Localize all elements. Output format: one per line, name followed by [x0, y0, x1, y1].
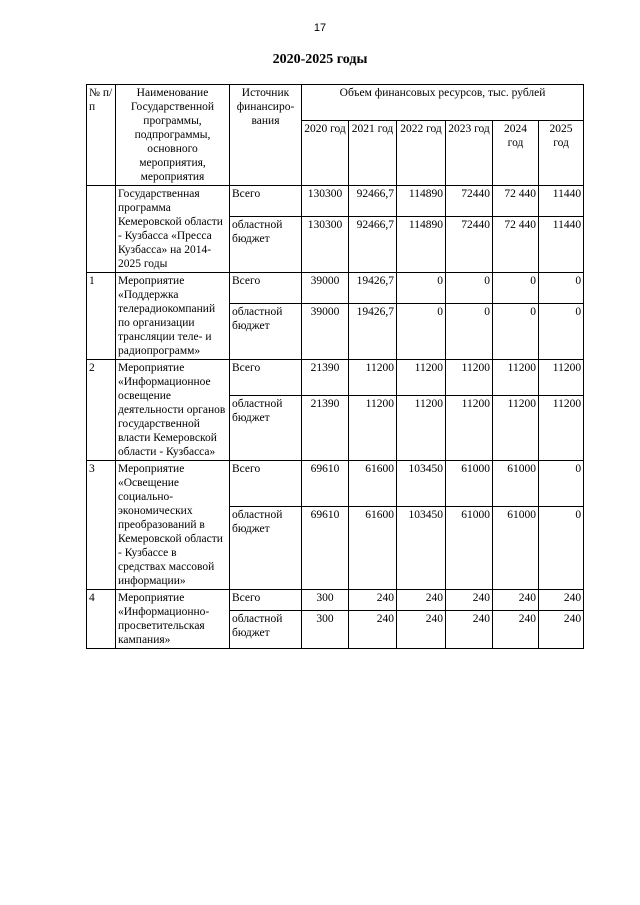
- row-number: [87, 186, 116, 273]
- row-number: 1: [87, 273, 116, 360]
- value-cell: 240: [493, 590, 539, 611]
- funding-source: областной бюджет: [230, 395, 302, 460]
- header-year: 2022 год: [397, 120, 446, 185]
- value-cell: 0: [539, 273, 584, 304]
- header-year: 2021 год: [349, 120, 397, 185]
- value-cell: 72440: [446, 186, 493, 217]
- value-cell: 240: [446, 590, 493, 611]
- funding-source: областной бюджет: [230, 610, 302, 648]
- value-cell: 0: [493, 273, 539, 304]
- value-cell: 114890: [397, 216, 446, 272]
- funding-source: Всего: [230, 360, 302, 396]
- table-row: [87, 590, 584, 611]
- value-cell: 240: [349, 610, 397, 648]
- value-cell: 240: [493, 610, 539, 648]
- value-cell: 240: [349, 590, 397, 611]
- value-cell: 21390: [302, 395, 349, 460]
- table-row: [87, 273, 584, 304]
- header-year: 2025 год: [539, 120, 584, 185]
- row-name: Мероприятие «Информационно-просветительская кампания»: [116, 590, 230, 649]
- value-cell: 240: [446, 610, 493, 648]
- row-name: Мероприятие «Информационное освещение деятельности органов государственной власти Кемеровской области - Кузбасса»: [116, 360, 230, 461]
- row-name: Мероприятие «Поддержка телерадиокомпаний по организации трансляции теле- и радиопрограмм»: [116, 273, 230, 360]
- value-cell: 61600: [349, 506, 397, 589]
- value-cell: 0: [446, 273, 493, 304]
- value-cell: 92466,7: [349, 216, 397, 272]
- value-cell: 103450: [397, 461, 446, 507]
- value-cell: 11200: [539, 360, 584, 396]
- page-title: 2020-2025 годы: [272, 52, 368, 67]
- row-number: 2: [87, 360, 116, 461]
- value-cell: 300: [302, 610, 349, 648]
- value-cell: 39000: [302, 303, 349, 359]
- value-cell: 11200: [349, 395, 397, 460]
- table-row: [87, 461, 584, 507]
- header-name: Наименование Государственной программы, подпрограммы, основного мероприятия, мероприятия: [116, 85, 230, 186]
- value-cell: 0: [397, 303, 446, 359]
- value-cell: 130300: [302, 186, 349, 217]
- table-row: [87, 360, 584, 396]
- value-cell: 39000: [302, 273, 349, 304]
- value-cell: 11200: [539, 395, 584, 460]
- row-name: Мероприятие «Освещение социально-экономических преобразований в Кемеровской области - Кузбассе в средствах массовой информации»: [116, 461, 230, 590]
- value-cell: 103450: [397, 506, 446, 589]
- value-cell: 11200: [493, 395, 539, 460]
- value-cell: 11440: [539, 186, 584, 217]
- value-cell: 72 440: [493, 216, 539, 272]
- value-cell: 240: [539, 590, 584, 611]
- table-row: [87, 186, 584, 217]
- value-cell: 11200: [493, 360, 539, 396]
- value-cell: 19426,7: [349, 273, 397, 304]
- value-cell: 61000: [446, 461, 493, 507]
- header-source: Источник финансиро-вания: [230, 85, 302, 186]
- funding-source: Всего: [230, 186, 302, 217]
- row-number: 4: [87, 590, 116, 649]
- value-cell: 300: [302, 590, 349, 611]
- value-cell: 0: [539, 506, 584, 589]
- value-cell: 130300: [302, 216, 349, 272]
- financing-table: [86, 84, 584, 649]
- value-cell: 19426,7: [349, 303, 397, 359]
- value-cell: 11200: [397, 360, 446, 396]
- value-cell: 11200: [397, 395, 446, 460]
- value-cell: 0: [397, 273, 446, 304]
- value-cell: 240: [397, 610, 446, 648]
- value-cell: 114890: [397, 186, 446, 217]
- value-cell: 11200: [446, 395, 493, 460]
- value-cell: 92466,7: [349, 186, 397, 217]
- value-cell: 0: [539, 303, 584, 359]
- header-volume: Объем финансовых ресурсов, тыс. рублей: [302, 85, 584, 121]
- header-year: 2023 год: [446, 120, 493, 185]
- page-number: 17: [313, 22, 327, 34]
- funding-source: областной бюджет: [230, 506, 302, 589]
- value-cell: 0: [446, 303, 493, 359]
- header-num: № п/п: [87, 85, 116, 186]
- value-cell: 72440: [446, 216, 493, 272]
- row-name: Государственная программа Кемеровской области - Кузбасса «Пресса Кузбасса» на 2014-2025 годы: [116, 186, 230, 273]
- header-year: 2024 год: [493, 120, 539, 185]
- funding-source: областной бюджет: [230, 216, 302, 272]
- value-cell: 69610: [302, 506, 349, 589]
- header-year: 2020 год: [302, 120, 349, 185]
- funding-source: Всего: [230, 273, 302, 304]
- value-cell: 61000: [493, 461, 539, 507]
- funding-source: областной бюджет: [230, 303, 302, 359]
- value-cell: 61000: [493, 506, 539, 589]
- funding-source: Всего: [230, 590, 302, 611]
- value-cell: 0: [493, 303, 539, 359]
- value-cell: 21390: [302, 360, 349, 396]
- value-cell: 11200: [446, 360, 493, 396]
- funding-source: Всего: [230, 461, 302, 507]
- value-cell: 0: [539, 461, 584, 507]
- table-header-row: [87, 85, 584, 121]
- value-cell: 11200: [349, 360, 397, 396]
- value-cell: 11440: [539, 216, 584, 272]
- value-cell: 240: [539, 610, 584, 648]
- value-cell: 61000: [446, 506, 493, 589]
- value-cell: 69610: [302, 461, 349, 507]
- value-cell: 240: [397, 590, 446, 611]
- row-number: 3: [87, 461, 116, 590]
- value-cell: 61600: [349, 461, 397, 507]
- value-cell: 72 440: [493, 186, 539, 217]
